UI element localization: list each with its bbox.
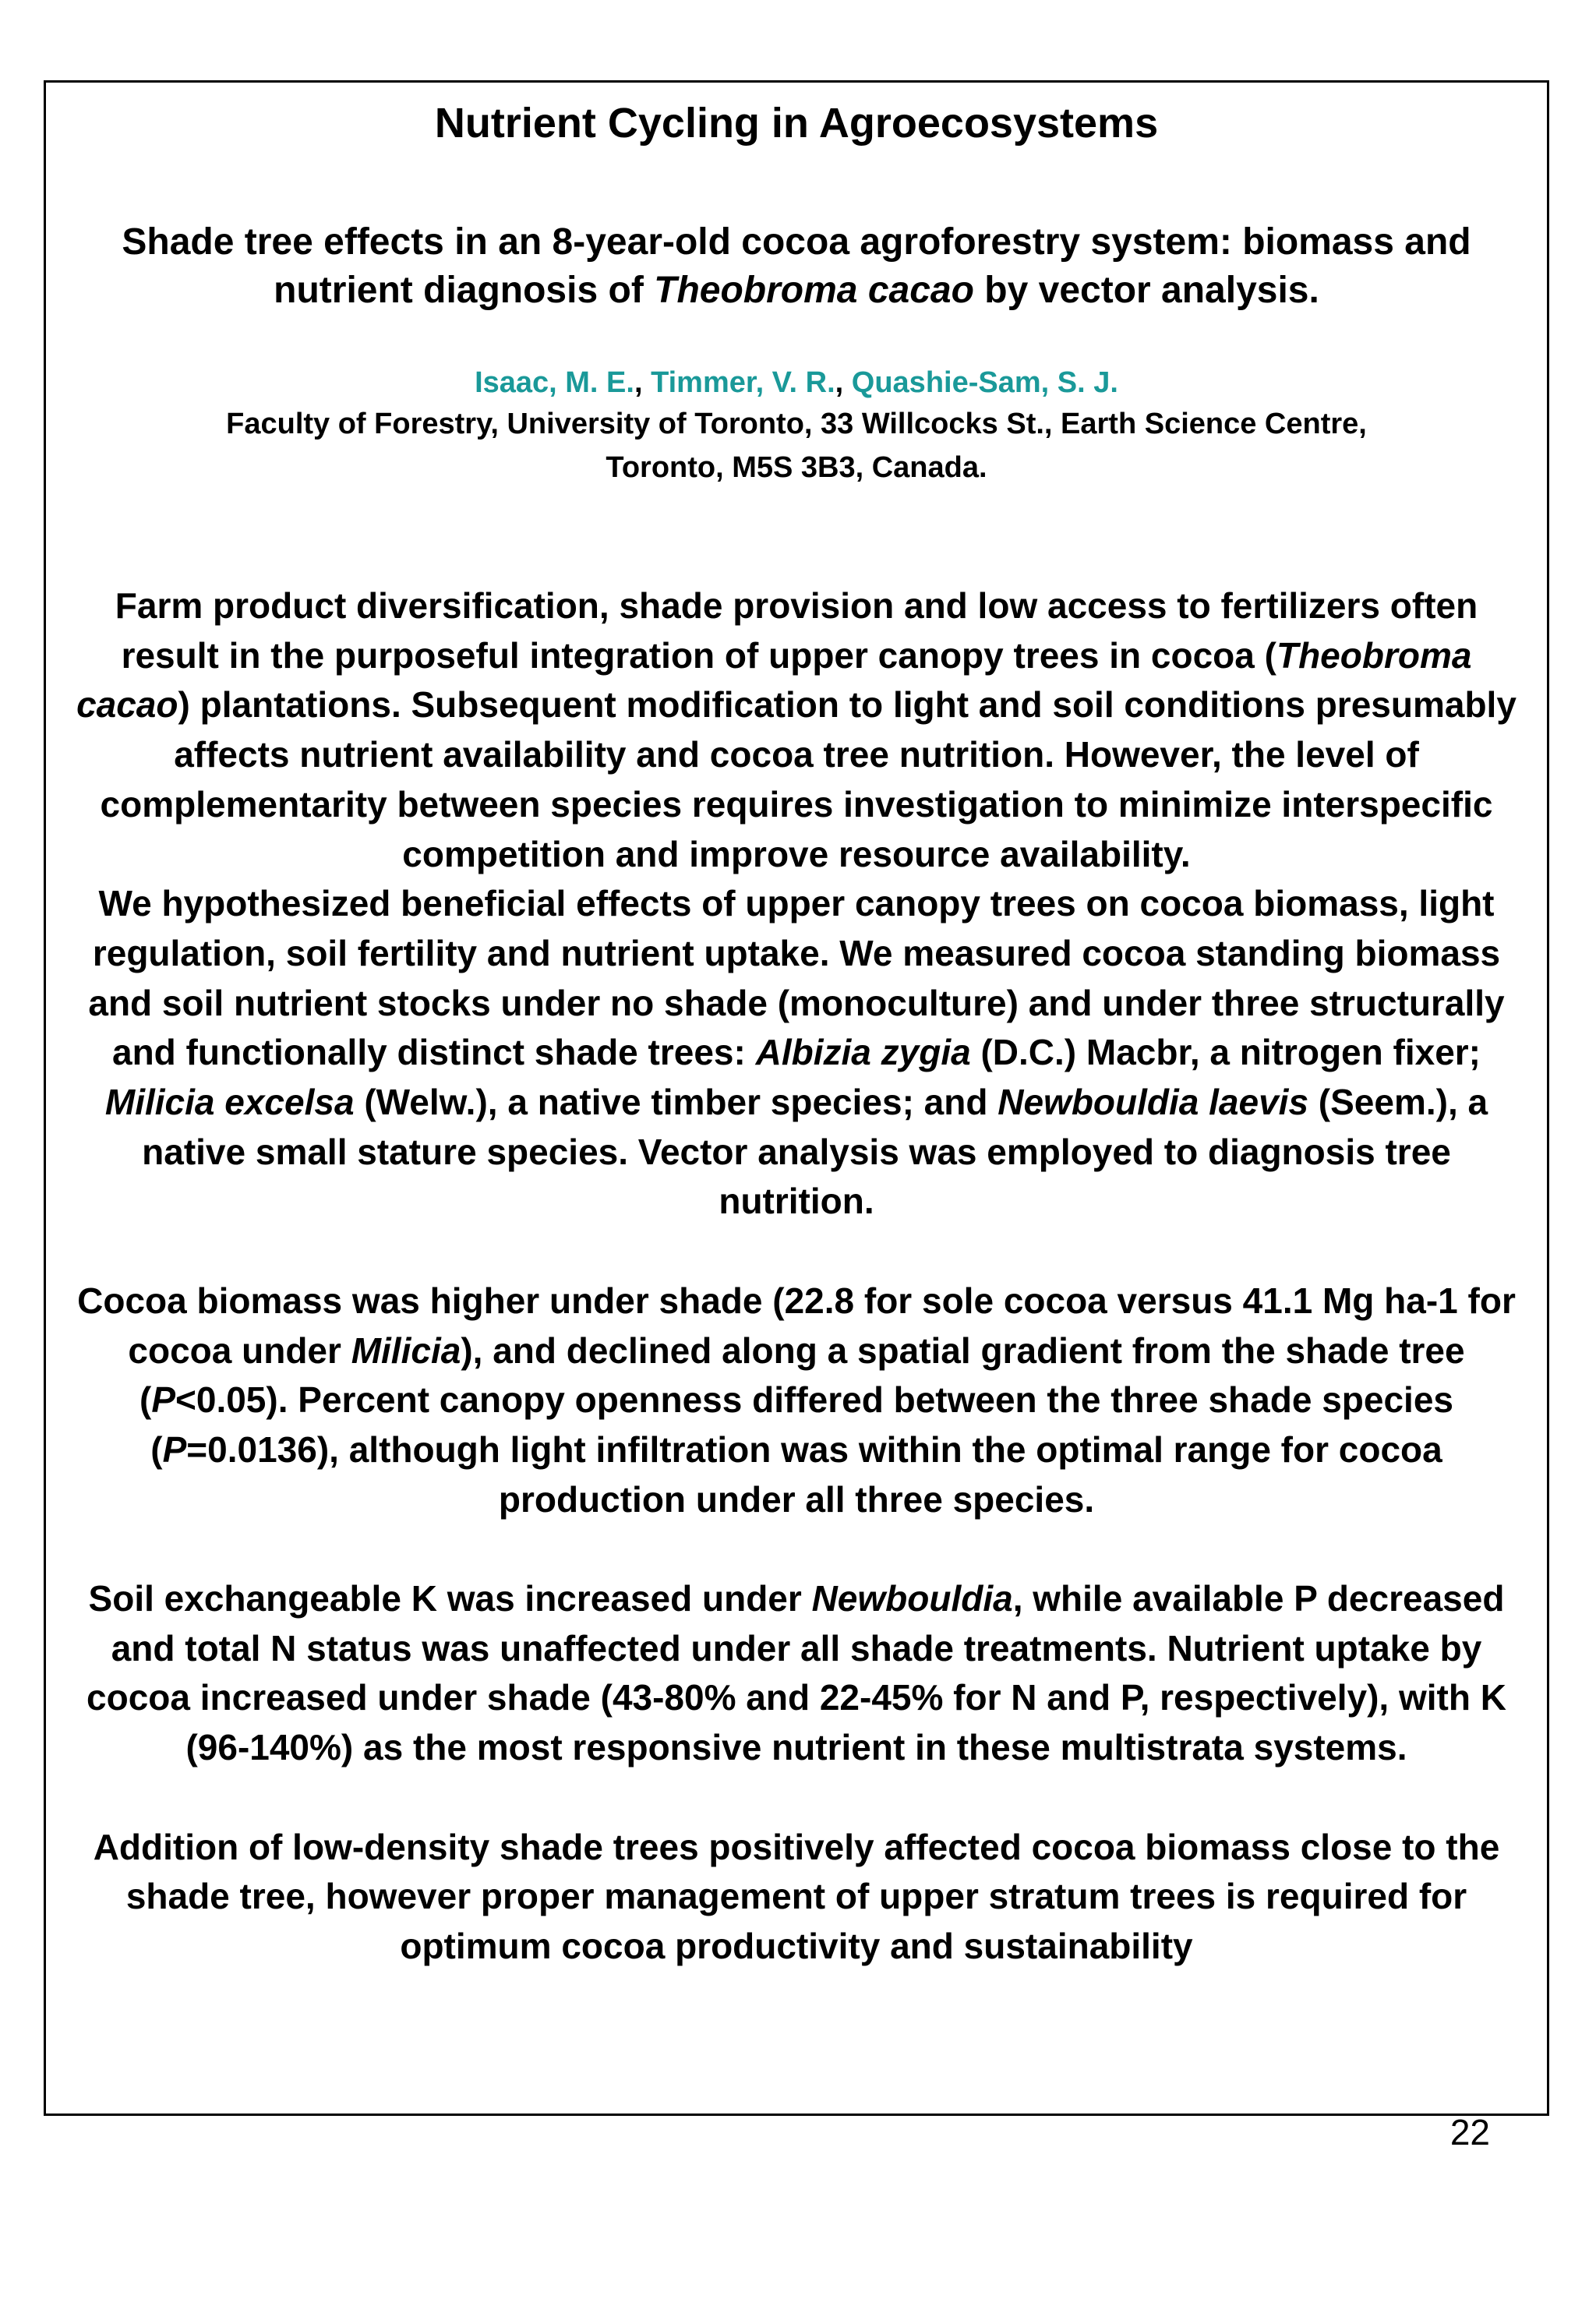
affiliation-line-1: Faculty of Forestry, University of Toronto, 33 Willcocks St., Earth Science Centre, [226, 408, 1367, 440]
abstract-text: <0.05). Percent canopy openness differed between the three shade species ( [150, 1379, 1453, 1470]
abstract-paragraph-5 [69, 1823, 1524, 1972]
abstract-text: Addition of low-density shade trees positively affected cocoa biomass close to the shade tree, however proper management of upper stratum trees is required for optimum cocoa productivity and sustainability [93, 1826, 1500, 1966]
abstract-text: ) plantations. Subsequent modification to light and soil conditions presumably affects nutrient availability and cocoa tree nutrition. However, the level of complementarity between species requires investigation to minimize interspecific competition and improve resource availability. [100, 684, 1517, 874]
paper-title-part2: by vector analysis. [973, 270, 1319, 311]
abstract-paragraph-4 [69, 1574, 1524, 1773]
paper-title-part1: Shade tree effects in an 8-year-old cocoa agroforestry system: biomass and nutrient diagnosis of [122, 221, 1471, 311]
document-content [46, 83, 1547, 1972]
statistic-symbol: P [162, 1428, 187, 1470]
abstract-paragraph-3 [69, 1277, 1524, 1525]
abstract-text: =0.0136), although light infiltration was within the optimal range for cocoa production under all three species. [186, 1428, 1442, 1520]
species-name: Theobroma cacao [76, 634, 1472, 726]
author-separator: , [835, 366, 852, 399]
paper-title [69, 218, 1524, 315]
species-name: Milicia excelsa [104, 1082, 355, 1123]
species-name: Albizia zygia [755, 1032, 971, 1073]
abstract-text: (Welw.), a native timber species; and [354, 1082, 998, 1123]
species-name: Milicia [351, 1330, 461, 1371]
abstract-text: We hypothesized beneficial effects of upper canopy trees on cocoa biomass, light regulation, soil fertility and nutrient uptake. We measured cocoa standing biomass and soil nutrient stocks under no shade (monoculture) and under three structurally and functionally distinct shade trees: [88, 883, 1505, 1073]
species-name: Newbouldia [811, 1578, 1013, 1619]
paper-title-species: Theobroma cacao [654, 270, 974, 311]
statistic-symbol: P [151, 1379, 175, 1421]
page-title: Nutrient Cycling in Agroecosystems [434, 100, 1159, 147]
author-name: Timmer, V. R. [651, 366, 835, 399]
species-name: Newbouldia laevis [998, 1082, 1309, 1123]
abstract-text: , while available P decreased and total N status was unaffected under all shade treatments. Nutrient uptake by cocoa increased under shade (43-80% and 22-45% for N and P, respectively), with K (96-140%) as the most responsive nutrient in these multistrata systems. [87, 1578, 1506, 1768]
author-name: Isaac, M. E. [475, 366, 634, 399]
author-separator: , [634, 366, 651, 399]
abstract-text: Cocoa biomass was higher under shade (22.8 for sole cocoa versus 41.1 Mg ha-1 for cocoa under [77, 1280, 1516, 1371]
abstract-paragraph-1 [69, 581, 1524, 879]
abstract-text: Farm product diversification, shade provision and low access to fertilizers often result in the purposeful integration of upper canopy trees in cocoa ( [115, 585, 1478, 676]
abstract-text: ), and declined along a spatial gradient from the shade tree ( [139, 1330, 1465, 1421]
abstract-text: (Seem.), a native small stature species. Vector analysis was employed to diagnosis tree nutrition. [142, 1082, 1488, 1222]
page-number: 22 [1449, 2112, 1490, 2152]
author-name: Quashie-Sam, S. J. [851, 366, 1118, 399]
document-frame [44, 80, 1549, 2116]
affiliation-line-2: Toronto, M5S 3B3, Canada. [606, 451, 987, 484]
abstract-text: (D.C.) Macbr, a nitrogen fixer; [970, 1032, 1481, 1073]
abstract-text: Soil exchangeable K was increased under [88, 1578, 812, 1619]
author-list [69, 363, 1524, 402]
abstract-paragraph-2 [69, 879, 1524, 1227]
